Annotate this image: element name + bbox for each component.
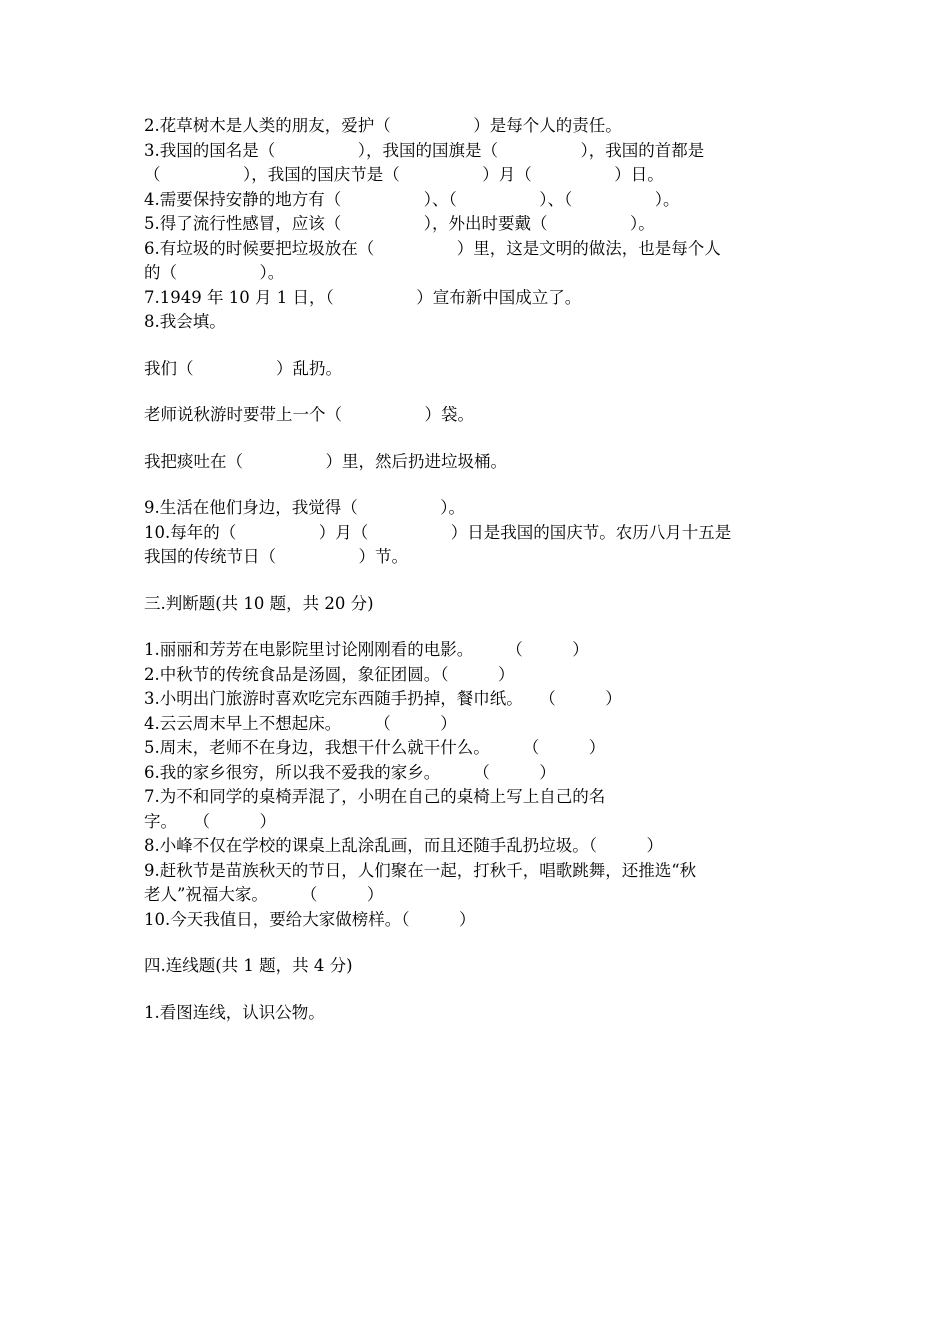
- fill-question-4: 4.需要保持安静的地方有（ ）、（ ）、（ ）。: [144, 189, 680, 209]
- judge-item-7-line-2: 字。 （ ）: [144, 811, 276, 831]
- judge-item-10: 10.今天我值日，要给大家做榜样。（ ）: [144, 909, 476, 929]
- fill-question-8-c: 我把痰吐在（ ）里，然后扔进垃圾桶。: [144, 451, 507, 471]
- fill-question-6-line-1: 6.有垃圾的时候要把垃圾放在（ ）里，这是文明的做法，也是每个人: [144, 238, 721, 258]
- fill-question-5: 5.得了流行性感冒，应该（ ），外出时要戴（ ）。: [144, 214, 655, 233]
- judge-item-9-line-2: 老人”祝福大家。 （ ）: [144, 885, 384, 904]
- judge-section-title: 三.判断题(共 10 题，共 20 分): [144, 593, 374, 613]
- fill-question-3-line-1: 3.我国的国名是（ ），我国的国旗是（ ），我国的首都是: [144, 140, 705, 160]
- fill-question-7: 7.1949 年 10 月 1 日，（ ）宣布新中国成立了。: [144, 287, 582, 307]
- judge-item-1: 1.丽丽和芳芳在电影院里讨论刚刚看的电影。 （ ）: [144, 640, 589, 659]
- fill-question-3-line-2: （ ），我国的国庆节是（ ）月（ ）日。: [144, 165, 664, 184]
- fill-question-2: 2.花草树木是人类的朋友，爱护（ ）是每个人的责任。: [144, 116, 622, 135]
- fill-question-10-line-1: 10.每年的（ ）月（ ）日是我国的国庆节。农历八月十五是: [144, 522, 732, 542]
- judge-item-8: 8.小峰不仅在学校的课桌上乱涂乱画，而且还随手乱扔垃圾。（ ）: [144, 836, 663, 855]
- worksheet-page: [144, 114, 814, 1025]
- judge-item-9-line-1: 9.赶秋节是苗族秋天的节日，人们聚在一起，打秋千，唱歌跳舞，还推选“秋: [144, 860, 697, 880]
- judge-item-6: 6.我的家乡很穷，所以我不爱我的家乡。 （ ）: [144, 762, 556, 782]
- fill-question-8: 8.我会填。: [144, 312, 226, 331]
- fill-question-8-a: 我们（ ）乱扔。: [144, 358, 342, 378]
- judge-item-5: 5.周末，老师不在身边，我想干什么就干什么。 （ ）: [144, 738, 606, 757]
- matching-item-1: 1.看图连线，认识公物。: [144, 1002, 325, 1022]
- matching-section-title: 四.连线题(共 1 题，共 4 分): [144, 956, 353, 975]
- judge-item-7-line-1: 7.为不和同学的桌椅弄混了，小明在自己的桌椅上写上自己的名: [144, 787, 606, 806]
- judge-item-4: 4.云云周末早上不想起床。 （ ）: [144, 713, 457, 733]
- judge-item-3: 3.小明出门旅游时喜欢吃完东西随手扔掉，餐巾纸。 （ ）: [144, 689, 622, 708]
- fill-question-8-b: 老师说秋游时要带上一个（ ）袋。: [144, 405, 474, 424]
- fill-question-9: 9.生活在他们身边，我觉得（ ）。: [144, 498, 465, 517]
- judge-item-2: 2.中秋节的传统食品是汤圆，象征团圆。（ ）: [144, 664, 515, 684]
- fill-question-10-line-2: 我国的传统节日（ ）节。: [144, 547, 408, 566]
- fill-question-6-line-2: 的（ ）。: [144, 263, 285, 282]
